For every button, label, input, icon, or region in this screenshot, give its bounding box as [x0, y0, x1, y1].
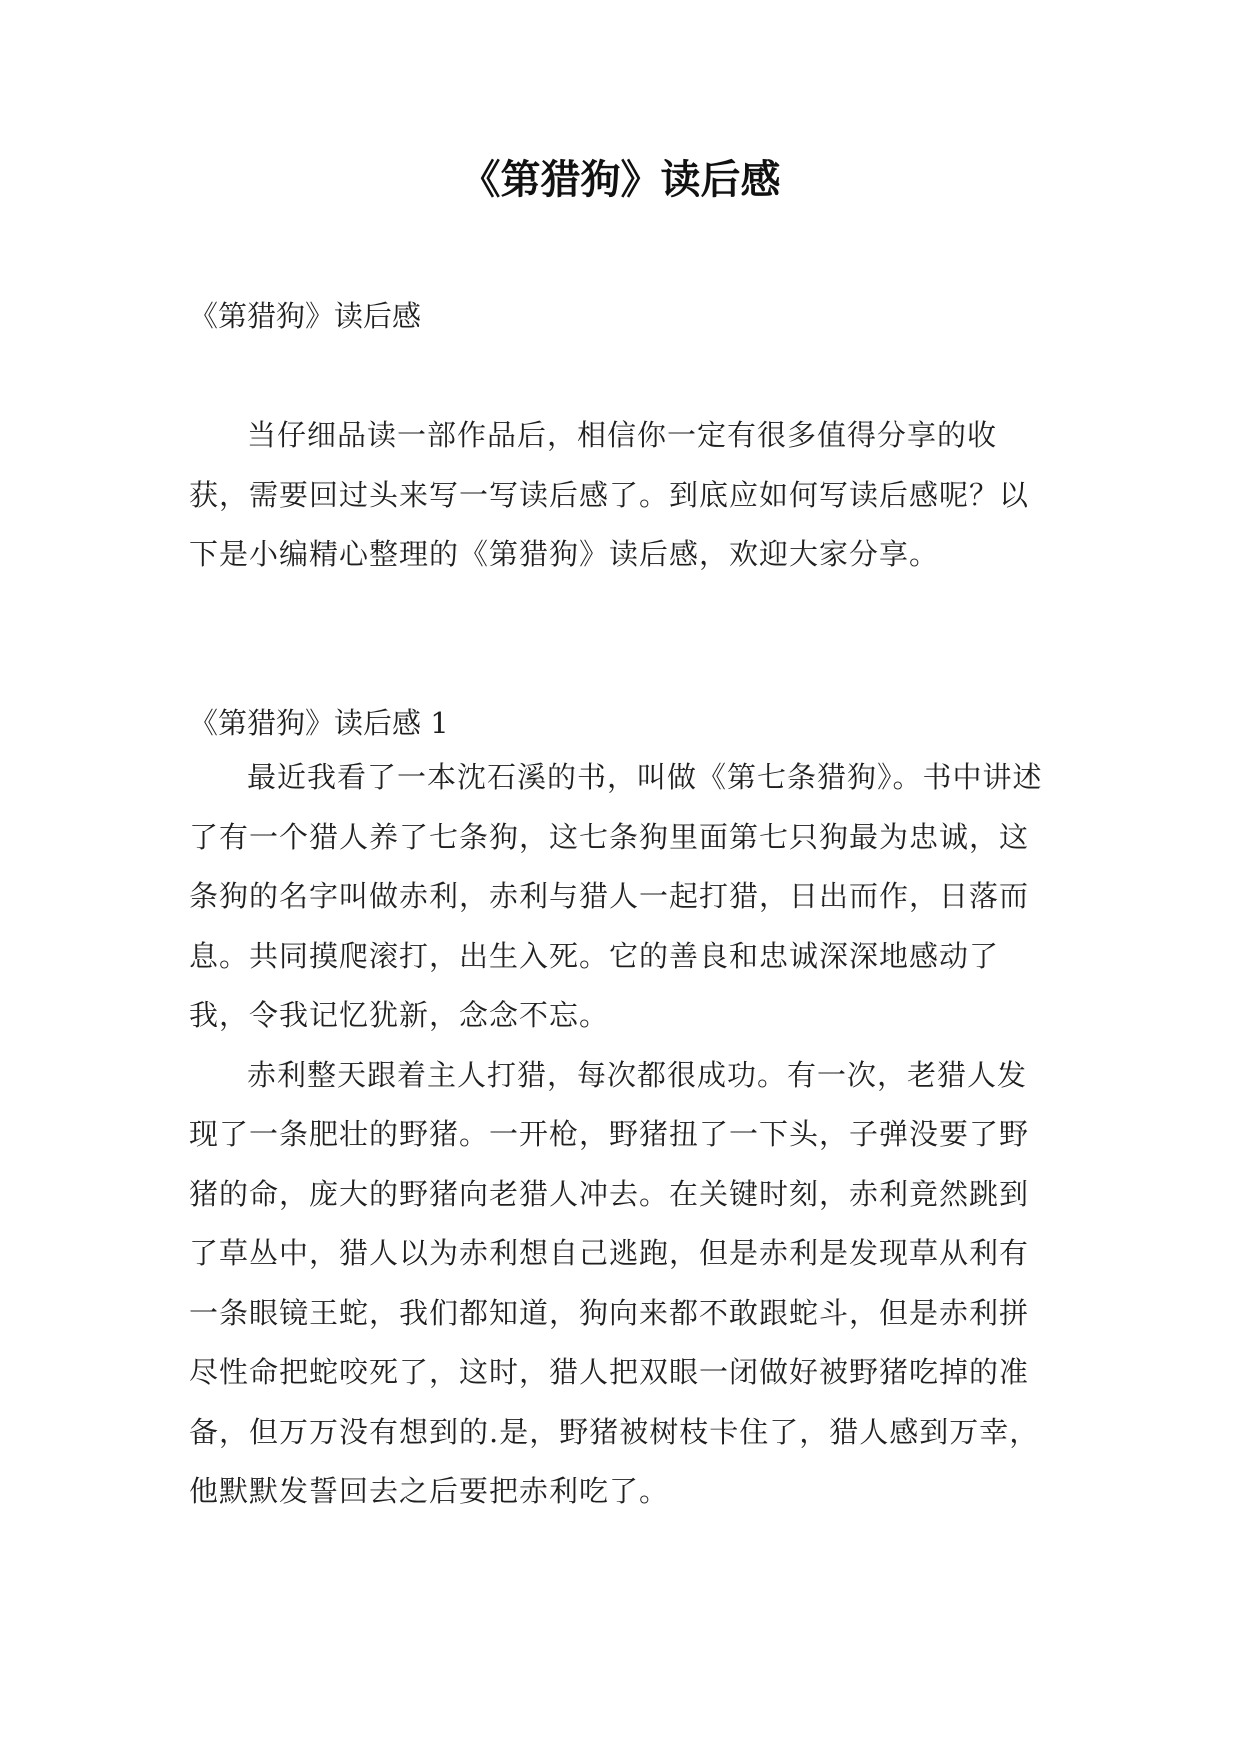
intro-paragraph: 当仔细品读一部作品后，相信你一定有很多值得分享的收获，需要回过头来写一写读后感了。到底应如何写读后感呢？以下是小编精心整理的《第猎狗》读后感，欢迎大家分享。 — [189, 418, 1030, 571]
document-title: 《第猎狗》读后感 — [460, 157, 781, 203]
body-paragraph: 最近我看了一本沈石溪的书，叫做《第七条猎狗》。书中讲述了有一个猎人养了七条狗，这七条狗里面第七只狗最为忠诚，这条狗的名字叫做赤利，赤利与猎人一起打猎，日出而作，日落而息。共同摸爬滚打，出生入死。它的善良和忠诚深深地感动了我，令我记忆犹新，念念不忘。 — [189, 760, 1043, 1032]
intro-block — [189, 406, 1049, 585]
document-subtitle: 《第猎狗》读后感 — [189, 299, 422, 333]
section-heading: 《第猎狗》读后感 1 — [189, 706, 449, 740]
body-paragraph: 赤利整天跟着主人打猎，每次都很成功。有一次，老猎人发现了一条肥壮的野猪。一开枪，野猪扭了一下头，子弹没要了野猪的命，庞大的野猪向老猎人冲去。在关键时刻，赤利竟然跳到了草丛中，猎人以为赤利想自己逃跑，但是赤利是发现草从利有一条眼镜王蛇，我们都知道，狗向来都不敢跟蛇斗，但是赤利拼尽性命把蛇咬死了，这时，猎人把双眼一闭做好被野猪吃掉的准备，但万万没有想到的.是，野猪被树枝卡住了，猎人感到万幸，他默默发誓回去之后要把赤利吃了。 — [189, 1057, 1040, 1508]
section-1 — [189, 698, 1049, 1522]
